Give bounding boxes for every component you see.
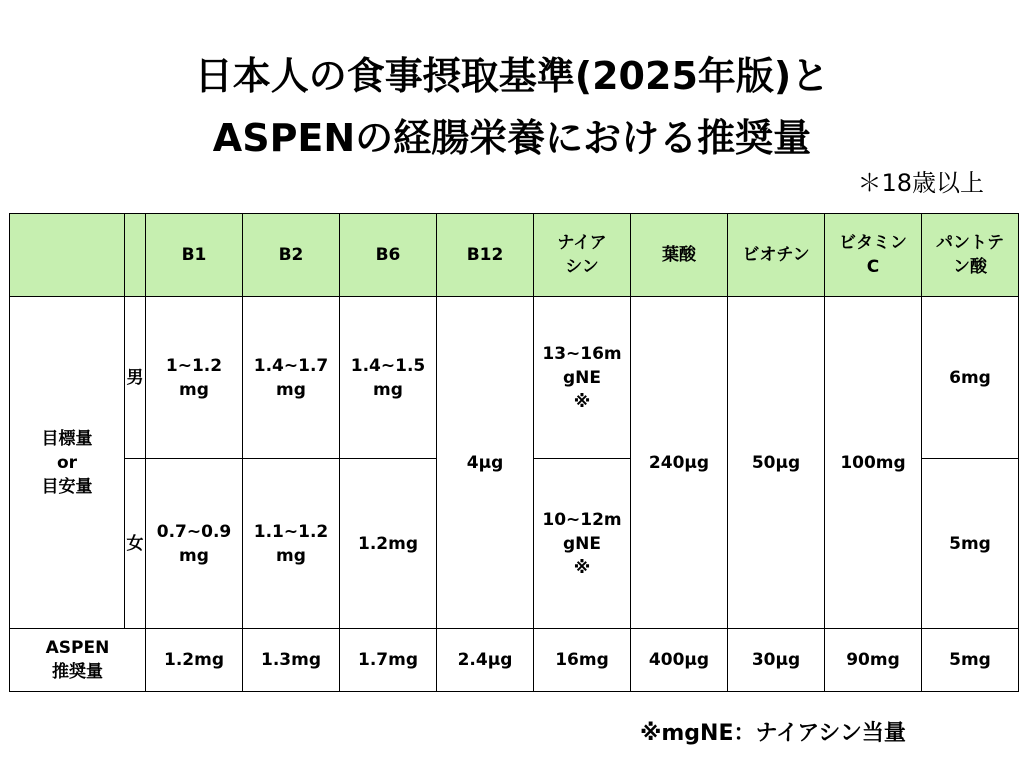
male-b2: 1.4~1.7 mg [243,297,340,459]
aspen-row [10,629,1019,692]
header-b1: B1 [146,214,243,297]
footnote: ※mgNE：ナイアシン当量 [640,721,906,746]
male-pantothenic: 6mg [922,297,1019,459]
folate-value: 240μg [631,297,728,629]
header-row [10,214,1019,297]
female-b1: 0.7~0.9 mg [146,459,243,629]
male-b6: 1.4~1.5 mg [340,297,437,459]
sex-male-label: 男 [125,297,146,459]
aspen-b12: 2.4μg [437,629,534,692]
header-b2: B2 [243,214,340,297]
male-b1: 1~1.2 mg [146,297,243,459]
sex-female-label: 女 [125,459,146,629]
aspen-biotin: 30μg [728,629,825,692]
aspen-vitc: 90mg [825,629,922,692]
female-niacin: 10~12m gNE ※ [534,459,631,629]
header-vitc: ビタミン C [825,214,922,297]
male-row [10,297,1019,459]
male-niacin: 13~16m gNE ※ [534,297,631,459]
header-pantothenic: パントテ ン酸 [922,214,1019,297]
aspen-b1: 1.2mg [146,629,243,692]
header-b6: B6 [340,214,437,297]
header-niacin: ナイア シン [534,214,631,297]
header-corner [10,214,125,297]
header-folate: 葉酸 [631,214,728,297]
page-title-line-2: ASPENの経腸栄養における推奨量 [212,116,812,160]
header-biotin: ビオチン [728,214,825,297]
target-intake-label: 目標量 or 目安量 [10,297,125,629]
vitc-value: 100mg [825,297,922,629]
b12-value: 4μg [437,297,534,629]
age-note: ＊18歳以上 [857,169,984,197]
female-pantothenic: 5mg [922,459,1019,629]
biotin-value: 50μg [728,297,825,629]
female-b2: 1.1~1.2 mg [243,459,340,629]
vitamin-table [9,213,1019,692]
aspen-label: ASPEN 推奨量 [10,629,146,692]
aspen-b2: 1.3mg [243,629,340,692]
female-b6: 1.2mg [340,459,437,629]
aspen-folate: 400μg [631,629,728,692]
header-corner-sex [125,214,146,297]
page-title-line-1: 日本人の食事摂取基準(2025年版)と [194,54,830,98]
header-b12: B12 [437,214,534,297]
aspen-niacin: 16mg [534,629,631,692]
aspen-pantothenic: 5mg [922,629,1019,692]
aspen-b6: 1.7mg [340,629,437,692]
